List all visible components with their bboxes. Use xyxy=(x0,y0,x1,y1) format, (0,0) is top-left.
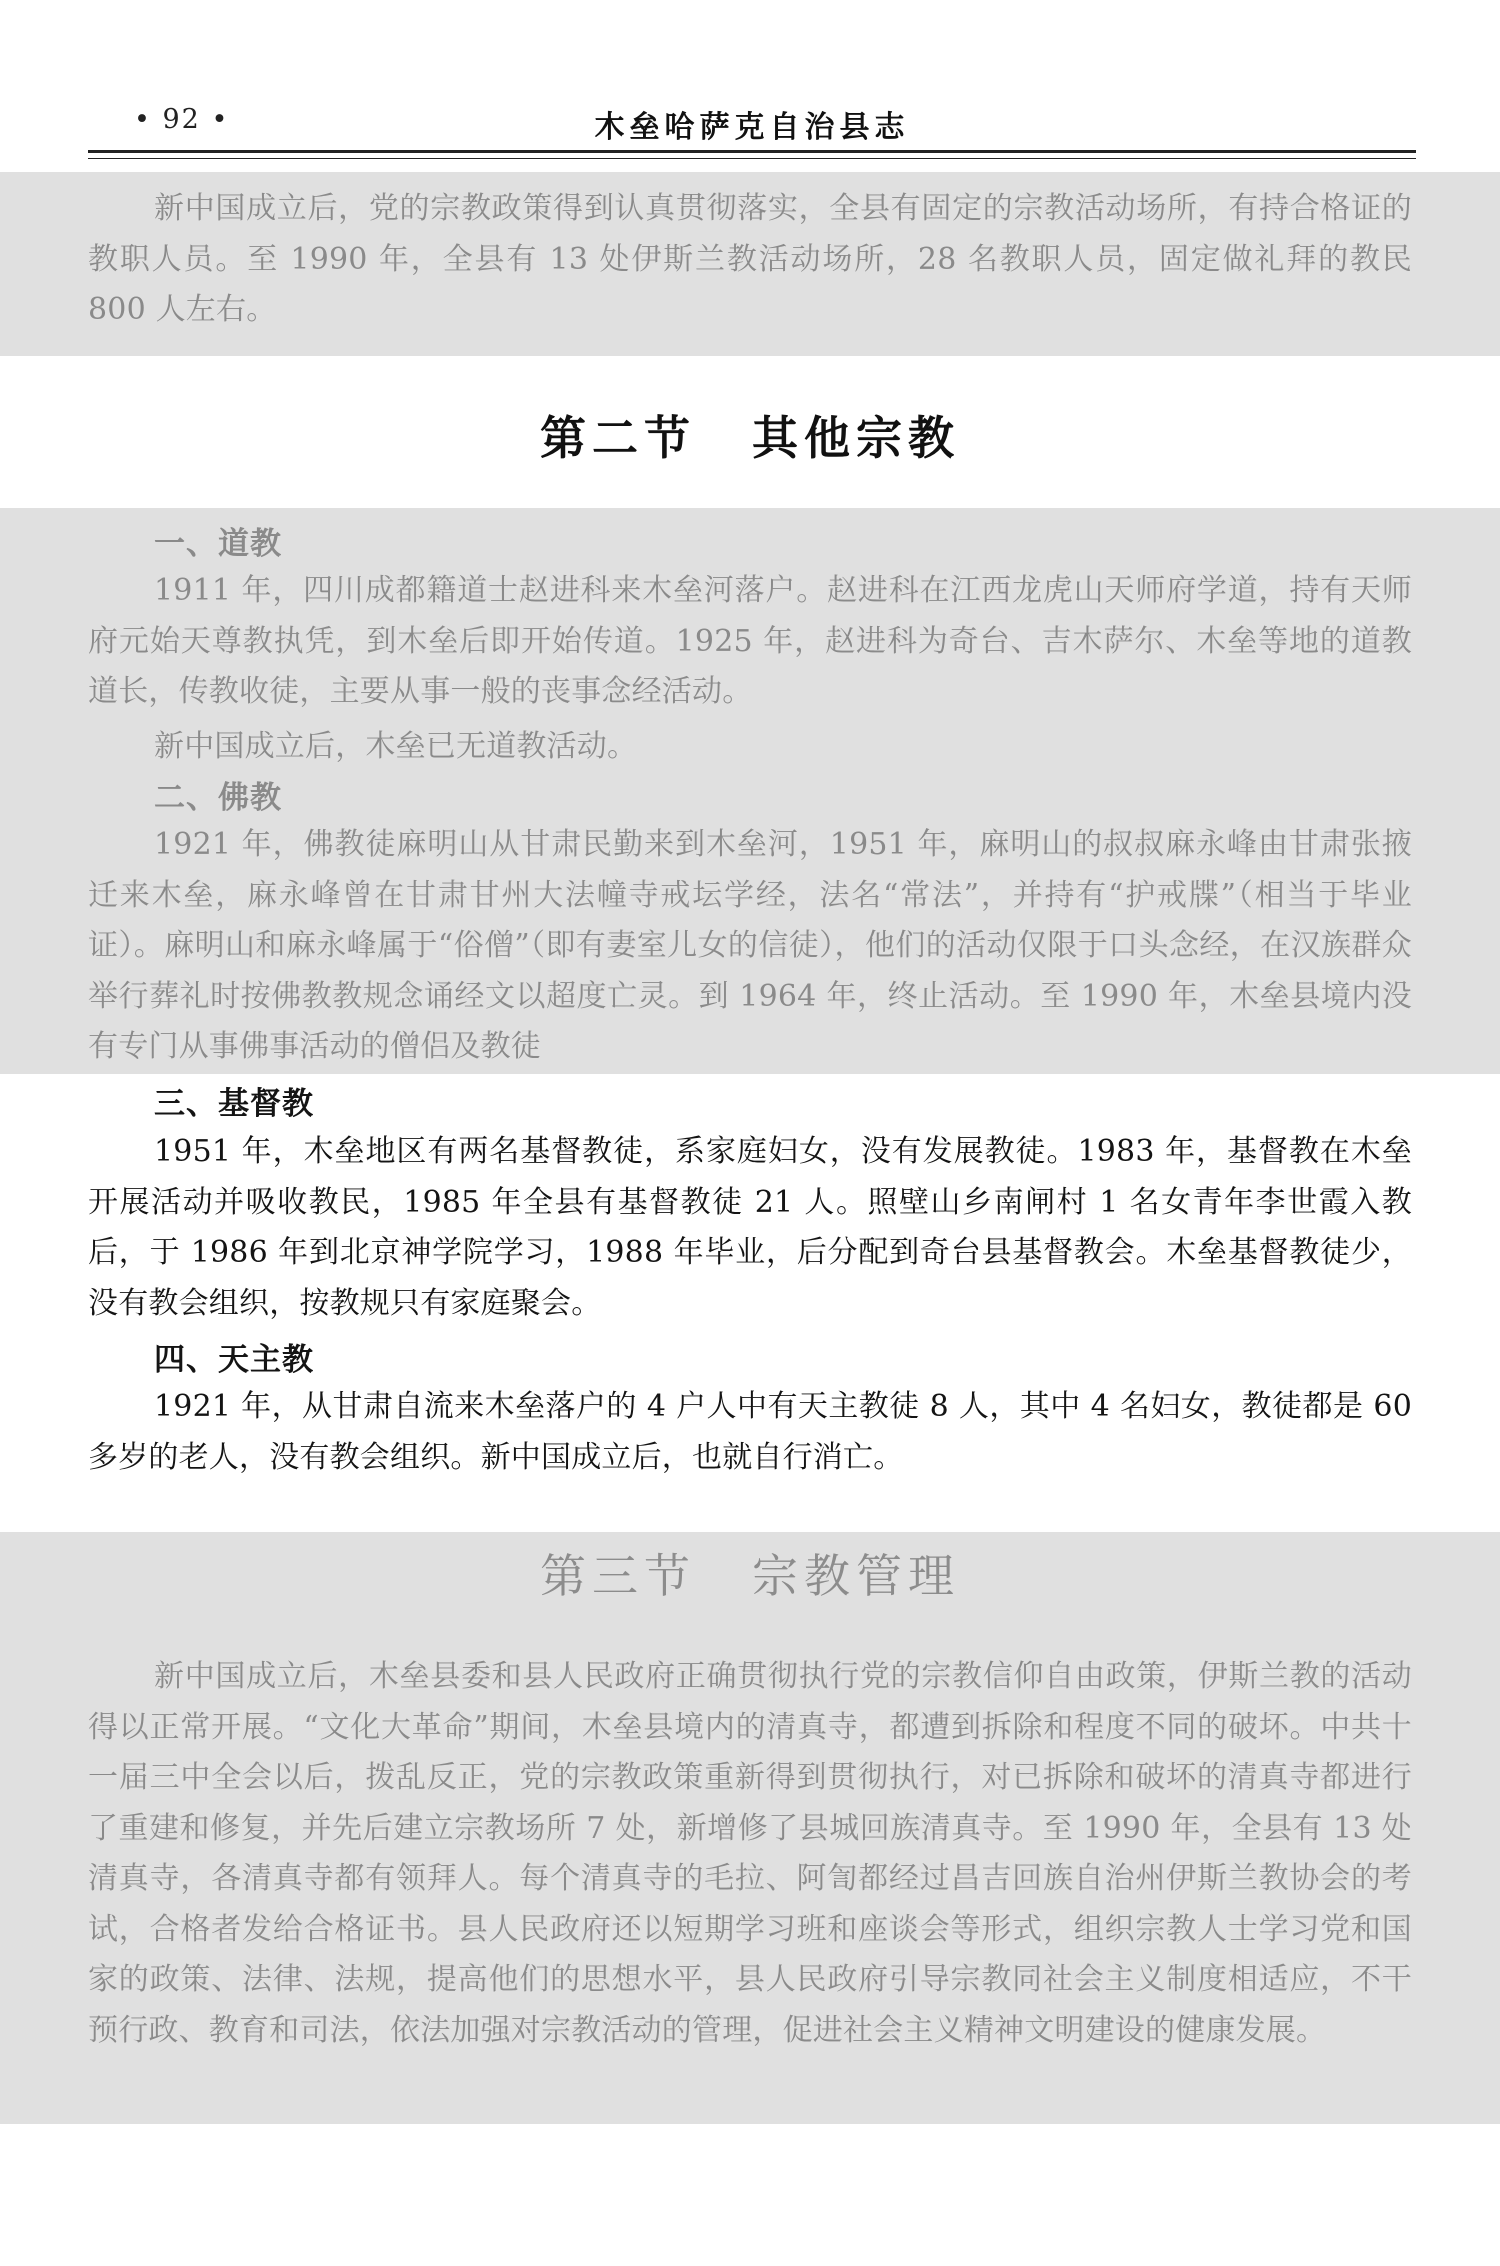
catholicism-heading: 四、天主教 xyxy=(154,1342,314,1378)
catholicism-paragraph: 1921 年，从甘肃自流来木垒落户的 4 户人中有天主教徒 8 人，其中 4 名妇女，教徒都是 60 多岁的老人，没有教会组织。新中国成立后，也就自行消亡。 xyxy=(88,1389,1412,1475)
intro-paragraph: 新中国成立后，党的宗教政策得到认真贯彻落实，全县有固定的宗教活动场所，有持合格证的教职人员。至 1990 年，全县有 13 处伊斯兰教活动场所，28 名教职人员，固定做礼拜的教民 800 人左右。 xyxy=(88,191,1412,327)
header-rule-thick xyxy=(88,150,1416,153)
section3-paragraph: 新中国成立后，木垒县委和县人民政府正确贯彻执行党的宗教信仰自由政策，伊斯兰教的活动得以正常开展。“文化大革命”期间，木垒县境内的清真寺，都遭到拆除和程度不同的破坏。中共十一届三中全会以后，拨乱反正，党的宗教政策重新得到贯彻执行，对已拆除和破坏的清真寺都进行了重建和修复，并先后建立宗教场所 7 处，新增修了县城回族清真寺。至 1990 年，全县有 13 处清真寺，各清真寺都有领拜人。每个清真寺的毛拉、阿訇都经过昌吉回族自治州伊斯兰教协会的考试，合格者发给合格证书。县人民政府还以短期学习班和座谈会等形式，组织宗教人士学习党和国家的政策、法律、法规，提高他们的思想水平，县人民政府引导宗教同社会主义制度相适应，不干预行政、教育和司法，依法加强对宗教活动的管理，促进社会主义精神文明建设的健康发展。 xyxy=(88,1659,1412,2048)
buddhism-paragraph: 1921 年，佛教徒麻明山从甘肃民勤来到木垒河，1951 年，麻明山的叔叔麻永峰由甘肃张掖迁来木垒，麻永峰曾在甘肃甘州大法幢寺戒坛学经，法名“常法”，并持有“护戒牒”（相当于毕业证）。麻明山和麻永峰属于“俗僧”（即有妻室儿女的信徒），他们的活动仅限于口头念经，在汉族群众举行葬礼时按佛教教规念诵经文以超度亡灵。到 1964 年，终止活动。至 1990 年，木垒县境内没有专门从事佛事活动的僧侣及教徒 xyxy=(88,827,1412,1064)
taoism-paragraph-2: 新中国成立后，木垒已无道教活动。 xyxy=(154,729,638,764)
page-number: • 92 • xyxy=(134,104,230,135)
christianity-paragraph: 1951 年，木垒地区有两名基督教徒，系家庭妇女，没有发展教徒。1983 年，基督教在木垒开展活动并吸收教民，1985 年全县有基督教徒 21 人。照壁山乡南闸村 1 名女青年李世霞入教后，于 1986 年到北京神学院学习，1988 年毕业，后分配到奇台县基督教会。木垒基督教徒少，没有教会组织，按教规只有家庭聚会。 xyxy=(88,1134,1412,1321)
taoism-heading: 一、道教 xyxy=(154,526,282,562)
buddhism-heading: 二、佛教 xyxy=(154,780,282,816)
section3-title xyxy=(0,1540,1500,1606)
section3-title-text: 宗教管理 xyxy=(752,1549,960,1603)
section3-title-number: 第三节 xyxy=(540,1549,696,1603)
section2-title xyxy=(0,402,1500,468)
taoism-paragraph-1: 1911 年，四川成都籍道士赵进科来木垒河落户。赵进科在江西龙虎山天师府学道，持有天师府元始天尊教执凭，到木垒后即开始传道。1925 年，赵进科为奇台、吉木萨尔、木垒等地的道教道长，传教收徒，主要从事一般的丧事念经活动。 xyxy=(88,573,1412,709)
page-header xyxy=(88,96,1416,152)
book-title: 木垒哈萨克自治县志 xyxy=(594,110,910,145)
header-rule-thin xyxy=(88,158,1416,159)
section2-title-text: 其他宗教 xyxy=(752,411,960,465)
christianity-heading: 三、基督教 xyxy=(154,1086,314,1122)
section2-title-number: 第二节 xyxy=(540,411,696,465)
